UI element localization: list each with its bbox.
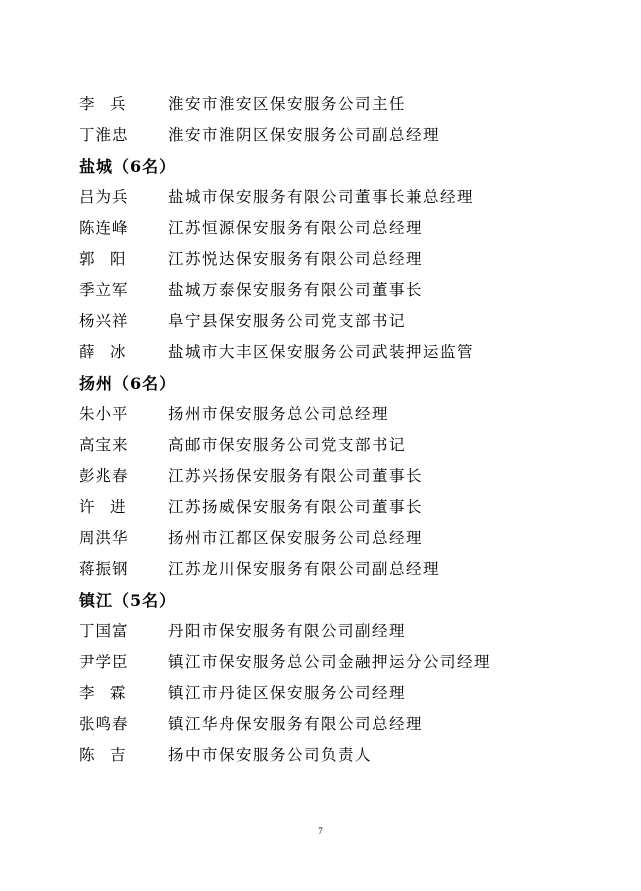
person-name: 陈 吉 — [79, 746, 126, 764]
person-name: 杨兴祥 — [79, 312, 129, 330]
list-item — [79, 616, 619, 647]
person-role: 江苏悦达保安服务有限公司总经理 — [168, 250, 424, 268]
list-item — [79, 740, 619, 771]
list-item — [79, 461, 619, 492]
person-name: 郭 阳 — [79, 250, 126, 268]
person-name: 蒋振钢 — [79, 560, 129, 578]
list-item — [79, 678, 619, 709]
person-name: 吕为兵 — [79, 188, 129, 206]
person-role: 盐城万泰保安服务有限公司董事长 — [168, 281, 424, 299]
section-heading-yancheng: 盐城（6名） — [79, 157, 177, 176]
person-name: 周洪华 — [79, 529, 129, 547]
list-item — [79, 709, 619, 740]
list-item — [79, 306, 619, 337]
section-heading-yangzhou: 扬州（6名） — [79, 374, 177, 393]
list-item — [79, 523, 619, 554]
person-name: 许 进 — [79, 498, 126, 516]
list-item — [79, 399, 619, 430]
person-role: 盐城市大丰区保安服务公司武装押运监管 — [168, 343, 475, 361]
person-role: 淮安市淮阴区保安服务公司副总经理 — [168, 126, 441, 144]
section-heading-zhenjiang: 镇江（5名） — [79, 591, 177, 610]
person-role: 阜宁县保安服务公司党支部书记 — [168, 312, 407, 330]
list-item — [79, 275, 619, 306]
person-role: 扬中市保安服务公司负责人 — [168, 746, 373, 764]
person-role: 高邮市保安服务公司党支部书记 — [168, 436, 407, 454]
list-item — [79, 182, 619, 213]
page-number: 7 — [318, 826, 323, 836]
person-role: 扬州市江都区保安服务公司总经理 — [168, 529, 424, 547]
list-item — [79, 337, 619, 368]
person-role: 镇江市保安服务总公司金融押运分公司经理 — [168, 653, 492, 671]
person-role: 江苏恒源保安服务有限公司总经理 — [168, 219, 424, 237]
person-name: 张鸣春 — [79, 715, 129, 733]
person-name: 陈连峰 — [79, 219, 129, 237]
name-list — [79, 89, 619, 771]
list-item — [79, 554, 619, 585]
person-name: 薛 冰 — [79, 343, 126, 361]
list-item — [79, 430, 619, 461]
person-name: 李 霖 — [79, 684, 126, 702]
person-role: 淮安市淮安区保安服务公司主任 — [168, 95, 407, 113]
person-role: 江苏兴扬保安服务有限公司董事长 — [168, 467, 424, 485]
person-name: 季立军 — [79, 281, 129, 299]
person-name: 李 兵 — [79, 95, 126, 113]
person-role: 丹阳市保安服务有限公司副经理 — [168, 622, 407, 640]
person-role: 江苏龙川保安服务有限公司副总经理 — [168, 560, 441, 578]
person-role: 镇江华舟保安服务有限公司总经理 — [168, 715, 424, 733]
list-item — [79, 244, 619, 275]
person-name: 朱小平 — [79, 405, 129, 423]
person-name: 丁国富 — [79, 622, 129, 640]
list-item — [79, 89, 619, 120]
person-role: 江苏扬威保安服务有限公司董事长 — [168, 498, 424, 516]
list-item — [79, 492, 619, 523]
person-name: 尹学臣 — [79, 653, 129, 671]
person-name: 高宝来 — [79, 436, 129, 454]
list-item — [79, 647, 619, 678]
list-item — [79, 213, 619, 244]
list-item — [79, 120, 619, 151]
person-role: 镇江市丹徒区保安服务公司经理 — [168, 684, 407, 702]
person-role: 盐城市保安服务有限公司董事长兼总经理 — [168, 188, 475, 206]
person-name: 彭兆春 — [79, 467, 129, 485]
person-role: 扬州市保安服务总公司总经理 — [168, 405, 390, 423]
person-name: 丁淮忠 — [79, 126, 129, 144]
